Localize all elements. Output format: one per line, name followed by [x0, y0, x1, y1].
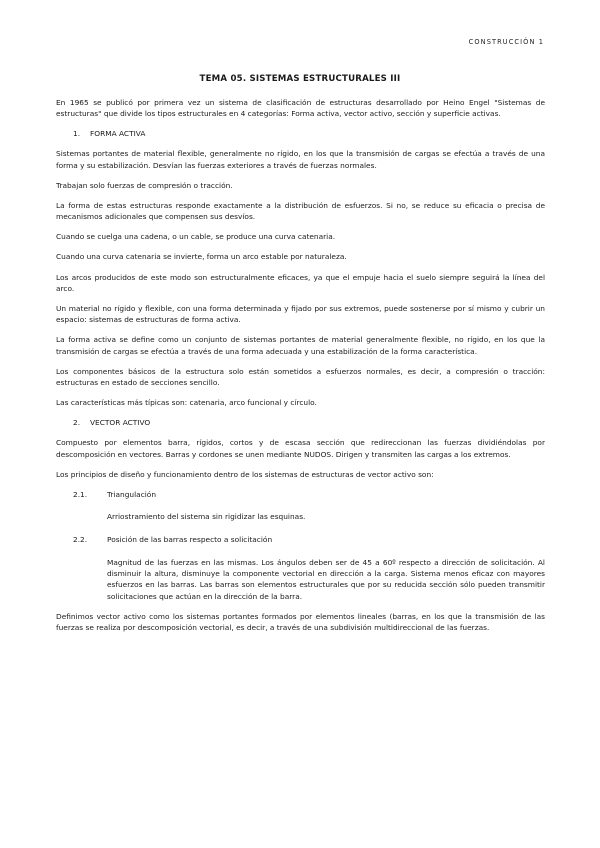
paragraph: Cuando se cuelga una cadena, o un cable, se produce una curva catenaria.	[56, 232, 336, 242]
section-heading-forma-activa	[56, 128, 545, 139]
page-title: TEMA 05. SISTEMAS ESTRUCTURALES III	[199, 74, 401, 84]
section-number: 1.	[73, 129, 81, 139]
subsection-heading-triangulacion	[56, 489, 545, 500]
paragraph: La forma de estas estructuras responde exactamente a la distribución de esfuerzos. Si no, se reduce su eficacia o precisa de mecanismos adicionales que compensen sus desvíos.	[56, 200, 545, 222]
paragraph: Sistemas portantes de material flexible, generalmente no rígido, en los que la transmisión de cargas se efectúa a través de una forma y su estabilización. Desvían las fuerzas exteriores a través de fuerzas normales.	[56, 149, 545, 170]
paragraph: Trabajan solo fuerzas de compresión o tracción.	[56, 180, 233, 190]
subsection-paragraph: Magnitud de las fuerzas en las mismas. Los ángulos deben ser de 45 a 60º respecto a dirección de solicitación. Al disminuir la altura, disminuye la componente vectorial en dirección a la carga. Sistema menos eficaz con mayores esfuerzos en las barras. Las barras son elementos estructurales que por su reducida sección sólo pueden transmitir solicitaciones que actúan en la dirección de la barra.	[107, 557, 545, 601]
paragraph: Los principios de diseño y funcionamiento dentro de los sistemas de estructuras de vector activo son:	[56, 469, 434, 479]
closing-paragraph: Definimos vector activo como los sistemas portantes formados por elementos lineales (barras, en los que la transmisión de las fuerzas se realiza por descomposición vectorial, es decir, a través de una subdivisión multidireccional de las fuerzas.	[56, 611, 545, 632]
intro-paragraph: En 1965 se publicó por primera vez un sistema de clasificación de estructuras desarrollado por Heino Engel "Sistemas de estructuras" que divide los tipos estructurales en 4 categorías: Forma activa, vector activo, sección y superficie activas.	[56, 98, 545, 119]
subsection-number: 2.2.	[73, 535, 88, 545]
section-title: VECTOR ACTIVO	[90, 418, 151, 428]
document-body	[56, 97, 545, 642]
subsection-paragraph: Arriostramiento del sistema sin rigidizar las esquinas.	[107, 512, 306, 522]
section-number: 2.	[73, 418, 81, 428]
page-header: CONSTRUCCIÓN 1	[468, 38, 544, 46]
paragraph: La forma activa se define como un conjunto de sistemas portantes de material generalmente flexible, no rígido, en los que la transmisión de cargas se efectúa a través de una forma adecuada y una estabilización de la forma característica.	[56, 335, 545, 356]
paragraph: Los arcos producidos de este modo son estructuralmente eficaces, ya que el empuje hacia el suelo siempre seguirá la línea del arco.	[56, 272, 545, 293]
paragraph: Las características más típicas son: catenaria, arco funcional y círculo.	[56, 398, 317, 408]
paragraph: Cuando una curva catenaria se invierte, forma un arco estable por naturaleza.	[56, 252, 347, 262]
paragraph: Un material no rígido y flexible, con una forma determinada y fijado por sus extremos, puede sostenerse por sí mismo y cubrir un espacio: sistemas de estructuras de forma activa.	[56, 303, 545, 325]
subsection-title: Triangulación	[107, 489, 157, 499]
subsection-number: 2.1.	[73, 489, 88, 499]
section-title: FORMA ACTIVA	[90, 129, 146, 139]
section-heading-vector-activo	[56, 417, 545, 428]
subsection-heading-posicion-barras	[56, 534, 545, 545]
paragraph: Los componentes básicos de la estructura solo están sometidos a esfuerzos normales, es decir, a compresión o tracción: estructuras en estado de secciones sencillo.	[56, 366, 545, 388]
paragraph: Compuesto por elementos barra, rígidos, cortos y de escasa sección que redireccionan las fuerzas dividiéndolas por descomposición en vectores. Barras y cordones se unen mediante NUDOS. Dirigen y transmiten las cargas a los extremos.	[56, 438, 545, 459]
subsection-title: Posición de las barras respecto a solicitación	[107, 535, 273, 545]
